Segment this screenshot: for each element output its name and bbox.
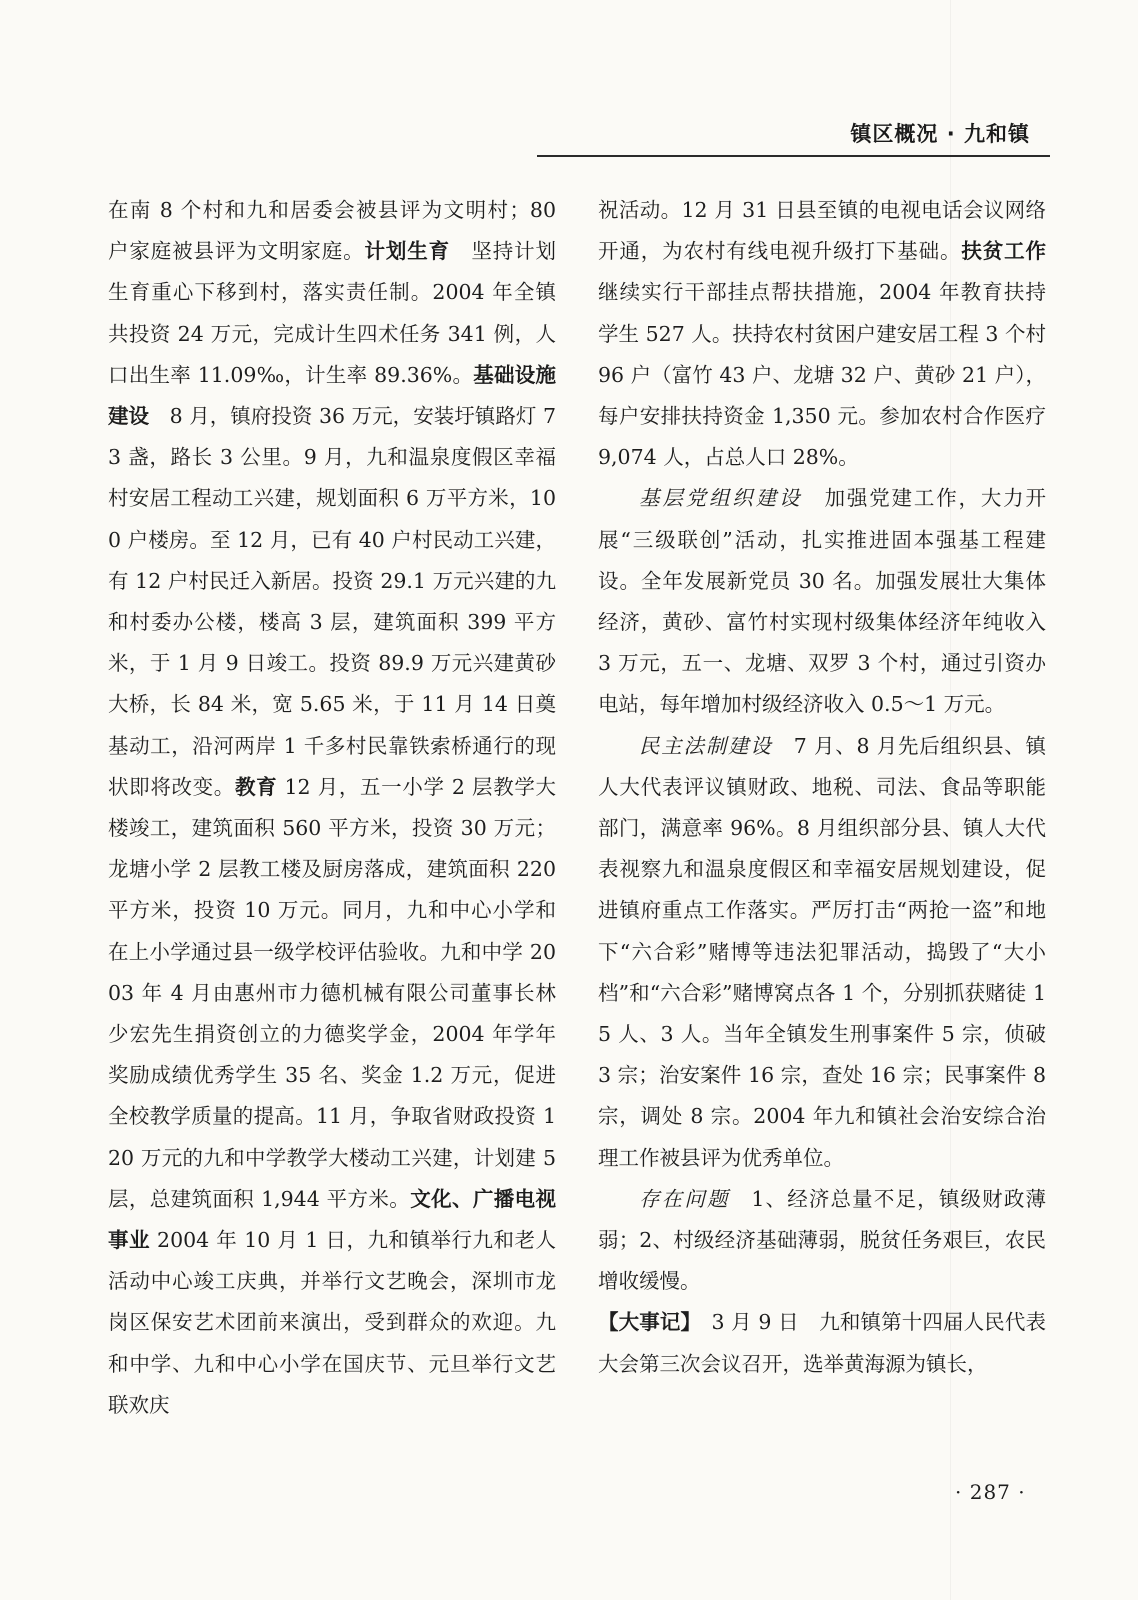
section-heading-infrastructure: 基础设施建设 <box>108 362 556 429</box>
paragraph-problems <box>598 1179 1046 1303</box>
section-heading-education: 教育 <box>234 774 278 799</box>
section-heading-legal: 民主法制建设 <box>639 733 773 758</box>
paragraph-left <box>108 190 556 1426</box>
paragraph-poverty <box>598 190 1046 478</box>
text-segment: 在南 8 个村和九和居委会被县评为文明村；80 户家庭被县评为文明家庭。 <box>108 198 556 264</box>
text-segment: 2004 年 10 月 1 日，九和镇举行九和老人活动中心竣工庆典，并举行文艺晚会，深圳市龙岗区保安艺术团前来演出，受到群众的欢迎。九和中学、九和中心小学在国庆节、元旦举行文艺联欢庆 <box>108 1228 556 1417</box>
text-segment: 坚持计划生育重心下移到村，落实责任制。2004 年全镇共投资 24 万元，完成计生四术任务 341 例，人口出生率 11.09‰，计生率 89.36%。 <box>108 239 556 387</box>
paragraph-events <box>598 1302 1046 1384</box>
section-heading-poverty-relief: 扶贫工作 <box>961 239 1046 264</box>
paragraph-legal <box>598 726 1046 1179</box>
page-number: · 287 · <box>955 1480 1026 1504</box>
section-heading-family-planning: 计划生育 <box>364 239 450 264</box>
text-segment: 12 月，五一小学 2 层教学大楼竣工，建筑面积 560 平方米，投资 30 万元；龙塘小学 2 层教工楼及厨房落成，建筑面积 220 平方米，投资 10 万元。同月，九和中心小学和在上小学通过县一级学校评估验收。九和中学 2003 年 4 月由惠州市力德机械有限公司董事长林少宏先生捐资创立的力德奖学金，2004 年学年奖励成绩优秀学生 35 名、奖金 1.2 万元，促进全校教学质量的提高。11 月，争取省财政投资 120 万元的九和中学教学大楼动工兴建，计划建 5 层，总建筑面积 1,944 平方米。 <box>108 774 557 1211</box>
text-segment: 3 月 9 日 九和镇第十四届人民代表大会第三次会议召开，选举黄海源为镇长， <box>598 1310 1046 1376</box>
text-segment: 继续实行干部挂点帮扶措施，2004 年教育扶持学生 527 人。扶持农村贫困户建安居工程 3 个村 96 户（富竹 43 户、龙塘 32 户、黄砂 21 户），每户安排扶持资金 1,350 元。参加农村合作医疗 9,074 人，占总人口 28%。 <box>598 280 1046 470</box>
right-column <box>598 190 1046 1385</box>
running-header: 镇区概况 · 九和镇 <box>850 122 1030 146</box>
left-column <box>108 190 556 1426</box>
header-rule <box>537 155 1050 157</box>
section-heading-party: 基层党组织建设 <box>639 486 803 511</box>
section-heading-problems: 存在问题 <box>639 1186 730 1211</box>
section-heading-events: 【大事记】 <box>598 1310 691 1335</box>
text-segment: 祝活动。12 月 31 日县至镇的电视电话会议网络开通，为农村有线电视升级打下基础。 <box>598 198 1046 264</box>
text-segment: 8 月，镇府投资 36 万元，安装圩镇路灯 73 盏，路长 3 公里。9 月，九和温泉度假区幸福村安居工程动工兴建，规划面积 6 万平方米，100 户楼房。至 12 月，已有 40 户村民动工兴建，有 12 户村民迁入新居。投资 29.1 万元兴建的九和村委办公楼，楼高 3 层，建筑面积 399 平方米，于 1 月 9 日竣工。投资 89.9 万元兴建黄砂大桥，长 84 米，宽 5.65 米，于 11 月 14 日奠基动工，沿河两岸 1 千多村民靠铁索桥通行的现状即将改变。 <box>108 404 556 799</box>
text-segment: 7 月、8 月先后组织县、镇人大代表评议镇财政、地税、司法、食品等职能部门，满意率 96%。8 月组织部分县、镇人大代表视察九和温泉度假区和幸福安居规划建设，促进镇府重点工作落实。严厉打击“两抢一盗”和地下“六合彩”赌博等违法犯罪活动，捣毁了“大小档”和“六合彩”赌博窝点各 1 个，分别抓获赌徒 15 人、3 人。当年全镇发生刑事案件 5 宗，侦破 3 宗；治安案件 16 宗，查处 16 宗；民事案件 8 宗，调处 8 宗。2004 年九和镇社会治安综合治理工作被县评为优秀单位。 <box>598 733 1047 1170</box>
section-heading-culture: 文化、广播电视事业 <box>108 1186 556 1253</box>
text-segment: 1、经济总量不足，镇级财政薄弱；2、村级经济基础薄弱，脱贫任务艰巨，农民增收缓慢。 <box>598 1186 1046 1294</box>
paragraph-party <box>598 478 1046 725</box>
text-segment: 加强党建工作，大力开展“三级联创”活动，扎实推进固本强基工程建设。全年发展新党员 30 名。加强发展壮大集体经济，黄砂、富竹村实现村级集体经济年纯收入 3 万元，五一、龙塘、双罗 3 个村，通过引资办电站，每年增加村级经济收入 0.5～1 万元。 <box>598 486 1047 717</box>
